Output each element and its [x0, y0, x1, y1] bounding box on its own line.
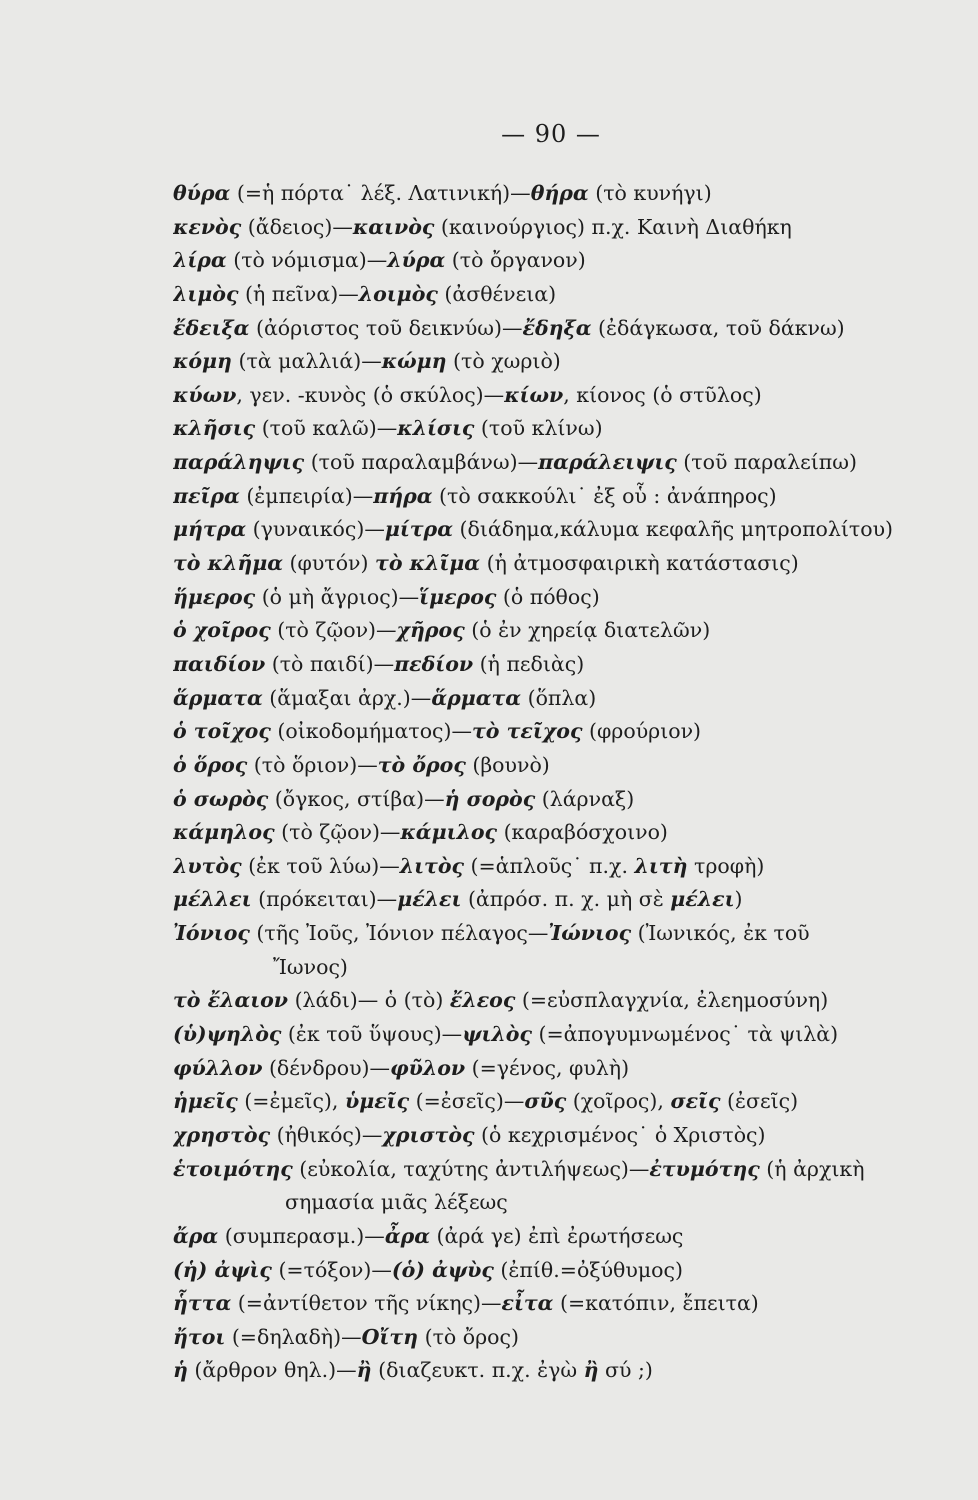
definition-text: (καινούργιος) π.χ. Καινὴ Διαθήκη [434, 214, 792, 239]
headword: κενὸς [173, 214, 242, 239]
headword: φύλλον [173, 1055, 263, 1080]
definition-text: (=εὐσπλαγχνία, ἐλεημοσύνη) [515, 988, 829, 1013]
headword: ὑμεῖς [344, 1089, 410, 1114]
definition-text: (ἀρά γε) ἐπὶ ἐρωτήσεως [430, 1223, 684, 1248]
definition-text: (τοῦ καλῶ)— [255, 416, 398, 441]
headword: καινὸς [352, 214, 435, 239]
entry-line [173, 379, 903, 413]
headword: παιδίον [173, 651, 266, 676]
definition-text: (φυτόν) [283, 551, 376, 576]
headword: παράλειψις [538, 450, 677, 475]
headword: (ὑ)ψηλὸς [173, 1022, 282, 1047]
definition-text: τροφὴ) [687, 853, 765, 878]
definition-text: (ἐπίθ.=ὀξύθυμος) [493, 1257, 683, 1282]
headword: κάμιλος [400, 820, 498, 845]
headword: ἡμεῖς [173, 1089, 238, 1114]
headword: μίτρα [384, 517, 453, 542]
headword: κλίσις [397, 416, 475, 441]
entry-line [173, 1153, 903, 1187]
headword: ὁ τοῖχος [173, 719, 271, 744]
entry-line [173, 312, 903, 346]
entry-line [173, 177, 903, 211]
entry-line [173, 1321, 903, 1355]
entry-line [173, 446, 903, 480]
definition-text: (τὸ ζῷον)— [270, 618, 397, 643]
headword: λοιμὸς [358, 281, 438, 306]
definition-text: (οἰκοδομήματος)— [270, 719, 473, 744]
entry-line [173, 917, 903, 951]
entry-line [173, 1287, 903, 1321]
definition-text: Ἴωνος) [273, 954, 348, 979]
definition-text: (διάδημα,κάλυμα κεφαλῆς μητροπολίτου) [452, 517, 894, 542]
definition-text: (γυναικός)— [246, 517, 385, 542]
headword: ἐτυμότης [649, 1156, 760, 1181]
definition-text: (ἀπρόσ. π. χ. μὴ σὲ [461, 887, 671, 912]
headword: ἡ [173, 1358, 188, 1383]
headword: ἧττα [173, 1291, 232, 1316]
definition-text: (εὐκολία, ταχύτης ἀντιλήψεως)— [292, 1156, 650, 1181]
definition-text: (ἄρθρον θηλ.)— [187, 1358, 357, 1383]
headword: ἑτοιμότης [173, 1156, 293, 1181]
definition-text: (τοῦ παραλείπω) [676, 450, 857, 475]
headword: κάμηλος [173, 820, 275, 845]
definition-text: (τὸ κυνήγι) [588, 181, 712, 205]
definition-text: (τοῦ κλίνω) [474, 416, 603, 441]
headword: κώμη [381, 349, 447, 374]
entry-line [173, 547, 903, 581]
headword: τὸ ἔλαιον [173, 988, 289, 1013]
definition-text: (ἅμαξαι ἀρχ.)— [262, 685, 432, 710]
entry-line [173, 883, 903, 917]
definition-text: (τὸ ζῷον)— [274, 820, 401, 845]
headword: σεῖς [670, 1089, 721, 1114]
headword: τὸ τεῖχος [472, 719, 583, 744]
definition-text: (ὁ κεχρισμένος˙ ὁ Χριστὸς) [474, 1122, 766, 1147]
headword: ὁ σωρὸς [173, 786, 269, 811]
definition-text: (=ἀντίθετον τῆς νίκης)— [231, 1291, 502, 1316]
definition-text: (τὸ σακκούλι˙ ἐξ οὗ : ἀνάπηρος) [432, 483, 777, 508]
headword: τὸ κλῖμα [375, 551, 481, 576]
headword: πήρα [373, 483, 433, 508]
definition-text: (ἡ ἀρχικὴ [759, 1156, 865, 1181]
entry-line [173, 278, 903, 312]
entry-line [173, 984, 903, 1018]
entry-line [173, 783, 903, 817]
entry-line [173, 614, 903, 648]
entry-line [173, 1085, 903, 1119]
page-number: — 90 — [501, 120, 601, 148]
headword: κόμη [173, 349, 232, 374]
headword: πεῖρα [173, 483, 240, 508]
definition-text: (ὁ πόθος) [496, 584, 600, 609]
headword: χῆρος [396, 618, 465, 643]
entry-line [173, 816, 903, 850]
definition-text: (ὁ ἐν χηρείᾳ διατελῶν) [464, 618, 711, 643]
definition-text: (ἀόριστος τοῦ δεικνύω)— [249, 315, 523, 340]
definition-text: (τοῦ παραλαμβάνω)— [304, 450, 539, 475]
headword: χριστὸς [382, 1122, 475, 1147]
entry-line [173, 211, 903, 245]
definition-text: (καραβόσχοινο) [497, 820, 668, 845]
headword: σῦς [524, 1089, 567, 1114]
entry-line [173, 412, 903, 446]
headword: ἢ [583, 1358, 599, 1383]
definition-text: (=γένος, φυλὴ) [465, 1055, 630, 1080]
headword: κλῆσις [173, 416, 256, 441]
definition-text: (τῆς Ἰοῦς, Ἰόνιον πέλαγος— [249, 921, 549, 946]
definition-text: (ἠθικός)— [270, 1122, 383, 1147]
headword: λύρα [387, 248, 446, 273]
entry-line [173, 1119, 903, 1153]
headword: ἔδηξα [522, 315, 592, 340]
headword: ἡ σορὸς [444, 786, 536, 811]
definition-text: (=ἐσεῖς)— [409, 1089, 525, 1114]
definition-text: (χοῖρος), [566, 1089, 671, 1114]
headword: τὸ κλῆμα [173, 551, 284, 576]
headword: χρηστὸς [173, 1122, 271, 1147]
entry-line [173, 648, 903, 682]
entry-line [173, 749, 903, 783]
headword: ἵμερος [419, 584, 497, 609]
definition-text: (ἡ ἀτμοσφαιρικὴ κατάστασις) [480, 551, 799, 576]
headword: ἔδειξα [173, 315, 250, 340]
definition-text: (=ἐμεῖς), [237, 1089, 345, 1114]
definition-text: (συμπερασμ.)— [218, 1223, 385, 1248]
definition-text: (ἡ πεδιὰς) [473, 651, 585, 676]
entry-line [173, 1220, 903, 1254]
headword: φῦλον [390, 1055, 466, 1080]
headword: μέλει [670, 887, 735, 912]
definition-text: σύ ;) [598, 1358, 653, 1383]
definition-text: (ἐσεῖς) [720, 1089, 799, 1114]
definition-text: (ἐκ τοῦ ὕψους)— [281, 1022, 463, 1047]
entry-line [173, 1018, 903, 1052]
definition-text: (τὸ χωριὸ) [446, 349, 561, 374]
definition-text: (ὅπλα) [521, 685, 597, 710]
definition-text: (τὸ νόμισμα)— [226, 248, 388, 273]
headword: ἤτοι [173, 1324, 226, 1349]
definition-text: (Ἰωνικός, ἐκ τοῦ [631, 921, 810, 946]
entry-line [173, 1354, 903, 1388]
headword: ἢ [356, 1358, 372, 1383]
definition-text: (τὸ ὄργανον) [445, 248, 586, 273]
definition-text: (δένδρου)— [262, 1055, 391, 1080]
definition-text: (πρόκειται)— [251, 887, 398, 912]
headword: (ἡ) ἀψὶς [173, 1257, 272, 1282]
headword: κύων [173, 382, 237, 407]
headword: Ἰόνιος [173, 921, 250, 946]
headword: θύρα [173, 181, 231, 205]
headword: (ὁ) ἀψὺς [391, 1257, 494, 1282]
definition-text: (ἐδάγκωσα, τοῦ δάκνω) [591, 315, 845, 340]
headword: παράληψις [173, 450, 305, 475]
headword: λίρα [173, 248, 227, 273]
headword: λιτὸς [399, 853, 464, 878]
definition-text: (τὰ μαλλιά)— [231, 349, 382, 374]
entry-line [173, 1052, 903, 1086]
definition-text: (=ἡ πόρτα˙ λέξ. Λατινική)— [230, 181, 531, 205]
headword: ἅρματα [431, 685, 522, 710]
definition-text: (ὁ μὴ ἄγριος)— [255, 584, 420, 609]
definition-text: (τὸ ὅριον)— [247, 752, 378, 777]
entry-line [173, 513, 903, 547]
headword: εἶτα [501, 1291, 554, 1316]
definition-text: (ἄδειος)— [241, 214, 353, 239]
headword: μήτρα [173, 517, 247, 542]
definition-text: (ἐμπειρία)— [239, 483, 374, 508]
headword: μέλλει [173, 887, 252, 912]
definition-text: (ἐκ τοῦ λύω)— [241, 853, 400, 878]
headword: ἔλεος [449, 988, 516, 1013]
entry-line [173, 682, 903, 716]
headword: ἥμερος [173, 584, 256, 609]
headword: τὸ ὄρος [377, 752, 466, 777]
headword: ἄρα [173, 1223, 219, 1248]
headword: μέλει [397, 887, 462, 912]
definition-text: (=δηλαδὴ)— [225, 1324, 362, 1349]
entry-line [173, 1254, 903, 1288]
entry-line [173, 244, 903, 278]
headword: ὁ χοῖρος [173, 618, 271, 643]
definition-text: (τὸ ὄρος) [418, 1324, 519, 1349]
entry-line [173, 345, 903, 379]
entry-line [173, 1186, 903, 1220]
definition-text: (ἡ πεῖνα)— [238, 281, 359, 306]
definition-text: (λάρναξ) [535, 786, 635, 811]
entry-line [173, 715, 903, 749]
headword: ἆρα [384, 1223, 430, 1248]
headword: Ἰώνιος [548, 921, 632, 946]
entry-line [173, 951, 903, 985]
glossary-entries [173, 177, 903, 1388]
entry-line [173, 480, 903, 514]
definition-text: (διαζευκτ. π.χ. ἐγὼ [371, 1358, 584, 1383]
definition-text: σημασία μιᾶς λέξεως [285, 1190, 508, 1215]
definition-text: (=κατόπιν, ἔπειτα) [553, 1291, 759, 1316]
headword: ἅρματα [173, 685, 263, 710]
headword: ὁ ὅρος [173, 752, 248, 777]
headword: κίων [504, 382, 564, 407]
entry-line [173, 581, 903, 615]
headword: λιμὸς [173, 281, 239, 306]
definition-text: (φρούριον) [582, 719, 702, 744]
definition-text: ) [734, 887, 743, 912]
headword: Οἴτη [361, 1324, 419, 1349]
entry-line [173, 850, 903, 884]
headword: λυτὸς [173, 853, 242, 878]
headword: πεδίον [394, 651, 474, 676]
headword: θήρα [530, 181, 589, 205]
definition-text: (τὸ παιδί)— [265, 651, 395, 676]
definition-text: (=τόξον)— [271, 1257, 392, 1282]
definition-text: (ἀσθένεια) [437, 281, 557, 306]
headword: λιτὴ [634, 853, 688, 878]
definition-text: (=ἀπογυμνωμένος˙ τὰ ψιλὰ) [531, 1022, 839, 1047]
headword: ψιλὸς [462, 1022, 532, 1047]
definition-text: (ὄγκος, στίβα)— [268, 786, 445, 811]
definition-text: (λάδι)— ὁ (τὸ) [288, 988, 450, 1013]
definition-text: (βουνὸ) [465, 752, 550, 777]
definition-text: (=ἁπλοῦς˙ π.χ. [463, 853, 635, 878]
definition-text: , γεν. -κυνὸς (ὁ σκύλος)— [236, 382, 505, 407]
definition-text: , κίονος (ὁ στῦλος) [563, 382, 762, 407]
